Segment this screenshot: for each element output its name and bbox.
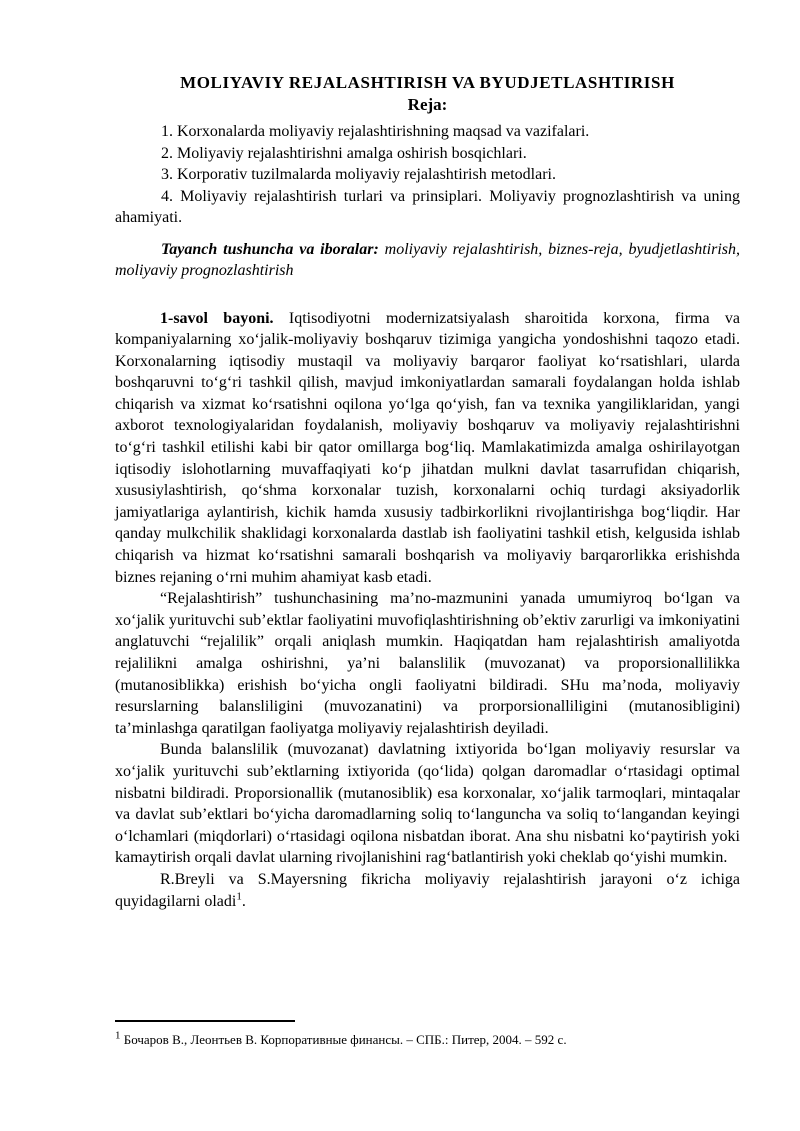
footnote	[115, 1031, 740, 1048]
footnote-text: Бочаров В., Леонтьев В. Корпоративные финансы. – СПБ.: Питер, 2004. – 592 с.	[120, 1032, 567, 1047]
document-title: MOLIYAVIY REJALASHTIRISH VA BYUDJETLASHTIRISH	[180, 73, 675, 92]
body-paragraph-2	[115, 588, 740, 739]
paragraph-text: Iqtisodiyotni modernizatsiyalash sharoitida korxona, firma va kompaniyalarning xo‘jalik-moliyaviy boshqaruv tizimiga yangicha yondoshishni taqozo etadi. Korxonalarning iqtisodiy mustaqil va moliyaviy barqaror faoliyat ko‘rsatishlari, ularda boshqaruvni to‘g‘ri tashkil qilish, mavjud imkoniyatlardan samarali foydalangan holda ishlab chiqarish va xizmat ko‘rsatishni oqilona yo‘lga qo‘yish, fan va texnika yangiliklaridan, yangi axborot texnologiyalaridan foydalanish, moliyaviy boshqaruv va moliyaviy rejalashtirishni to‘g‘ri tashkil etilishi kabi bir qator omillarga bog‘liq. Mamlakatimizda amalga oshirilayotgan iqtisodiy islohotlarning muvaffaqiyati ko‘p jihatdan mulkni davlat tasarrufidan chiqarish, xususiylashtirish, qo‘shma korxonalar tuzish, korxonalarni ochiq turdagi aksiyadorlik jamiyatlariga aylantirish, kichik hamda xususiy tadbirkorlikni rivojlantirishga bog‘liqdir. Har qanday mulkchilik shaklidagi korxonalarda dastlab ish faoliyatini tashkil etish, kelgusida ishlab chiqarish va hizmat ko‘rsatishni samarali boshqarish va moliyaviy barqarorlikka erishishda biznes rejaning o‘rni muhim ahamiyat kasb etadi.	[115, 309, 740, 586]
body-paragraph-1	[115, 308, 740, 589]
paragraph-lead: 1-savol bayoni.	[160, 309, 274, 327]
footnote-separator	[115, 1020, 295, 1022]
paragraph-text: R.Breyli va S.Mayersning fikricha moliyaviy rejalashtirish jarayoni o‘z ichiga quyidagilarni oladi	[115, 870, 740, 910]
paragraph-text: .	[241, 892, 246, 910]
paragraph-text: “Rejalashtirish” tushunchasining ma’no-mazmunini yanada umumiyroq bo‘lgan va xo‘jalik yurituvchi sub’ektlar faoliyatini muvofiqlashtirishning ob’ektiv zarurligi va imkoniyatini anglatuvchi “rejalilik” orqali aniqlash mumkin. Haqiqatdan ham rejalashtirish amaliyotda rejalilikni amalga oshirishni, ya’ni balanslilik (muvozanat) va proporsionallilikka (mutanosiblikka) erishish bo‘yicha ongli faoliyatni bildiradi. SHu ma’noda, moliyaviy resurslarning balansliligini (muvozanatini) va prorporsionalliligini (mutanosibligini) ta’minlashga qaratilgan faoliyatga moliyaviy rejalashtirish deyiladi.	[115, 590, 740, 737]
plan-list	[115, 121, 740, 229]
body-paragraph-3	[115, 739, 740, 869]
body-paragraph-4	[115, 869, 740, 912]
keywords-paragraph	[115, 239, 740, 282]
plan-item-2: 2. Moliyaviy rejalashtirishni amalga oshirish bosqichlari.	[161, 144, 527, 162]
keywords-text: moliyaviy rejalashtirish, biznes-reja, byudjetlashtirish, moliyaviy prognozlashtirish	[115, 240, 740, 279]
footnote-reference: 1	[236, 890, 242, 903]
plan-item-4: 4. Moliyaviy rejalashtirish turlari va prinsiplari. Moliyaviy prognozlashtirish va uning ahamiyati.	[115, 187, 740, 226]
plan-item-3: 3. Korporativ tuzilmalarda moliyaviy rejalashtirish metodlari.	[161, 166, 556, 183]
body-text	[115, 308, 740, 913]
paragraph-text: Bunda balanslilik (muvozanat) davlatning ixtiyorida bo‘lgan moliyaviy resurslar va xo‘jalik yurituvchi sub’ektlarning ixtiyorida (qo‘lida) qolgan daromadlar o‘rtasidagi optimal nisbatni bildiradi. Proporsionallik (mutanosiblik) esa korxonalar, xo‘jalik tarmoqlari, mintaqalar va davlat sub’ektlari bo‘yicha daromadlarning soliq to‘languncha va soliq to‘langandan keyingi o‘lchamlari (miqdorlari) o‘rtasidagi oqilona nisbatdan iborat. Ana shu nisbatni ko‘paytirish yoki kamaytirish orqali davlat ularning rivojlanishini rag‘batlantirish yoki cheklab qo‘yishi mumkin.	[115, 741, 740, 867]
plan-item-1: 1. Korxonalarda moliyaviy rejalashtirishning maqsad va vazifalari.	[161, 123, 590, 140]
plan-heading: Reja:	[407, 95, 448, 114]
footnote-number: 1	[115, 1029, 121, 1042]
keywords-label: Tayanch tushuncha va iboralar:	[161, 240, 379, 258]
footnote-area	[115, 1020, 740, 1048]
